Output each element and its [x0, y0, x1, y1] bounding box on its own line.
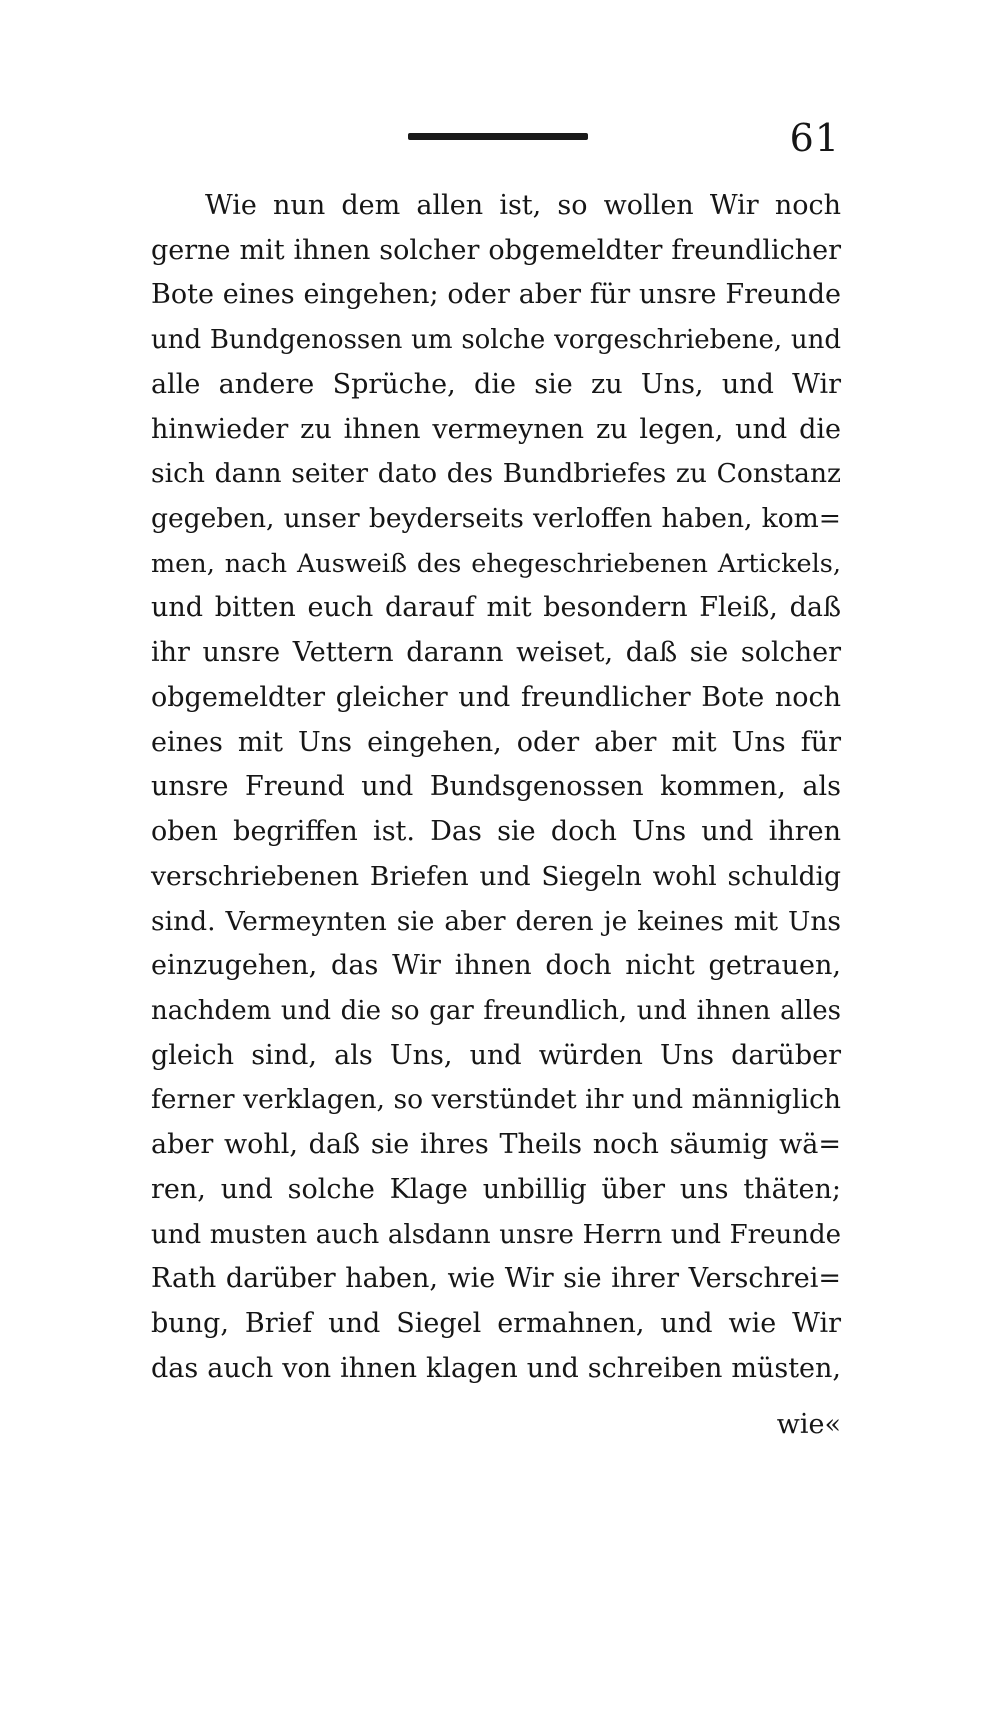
text-line: sich dann seiter dato des Bundbriefes zu Constanz — [151, 458, 841, 490]
text-line: das auch von ihnen klagen und schreiben müsten, — [151, 1352, 841, 1384]
text-line: obgemeldter gleicher und freundlicher Bote noch — [151, 681, 841, 713]
text-line: men, nach Ausweiß des ehegeschriebenen Artickels, — [151, 548, 841, 579]
text-line: nachdem und die so gar freundlich, und ihnen alles — [151, 995, 841, 1026]
body-text — [151, 184, 841, 1391]
text-line: gleich sind, als Uns, und würden Uns darüber — [151, 1039, 841, 1071]
text-line: hinwieder zu ihnen vermeynen zu legen, und die — [151, 413, 841, 445]
text-line: alle andere Sprüche, die sie zu Uns, und Wir — [151, 368, 841, 400]
text-line: einzugehen, das Wir ihnen doch nicht getrauen, — [151, 950, 841, 982]
catchword: wie« — [776, 1409, 841, 1440]
text-line: Bote eines eingehen; oder aber für unsre Freunde — [151, 279, 841, 311]
page-number: 61 — [789, 116, 840, 160]
text-line: gerne mit ihnen solcher obgemeldter freundlicher — [151, 234, 841, 266]
text-line: verschriebenen Briefen und Siegeln wohl schuldig — [151, 860, 841, 892]
text-line: oben begriffen ist. Das sie doch Uns und ihren — [151, 816, 841, 848]
text-line: und musten auch alsdann unsre Herrn und Freunde — [151, 1219, 841, 1250]
text-line: bung, Brief und Siegel ermahnen, und wie Wir — [151, 1307, 841, 1339]
text-line: gegeben, unser beyderseits verloffen haben, kom= — [151, 503, 841, 535]
text-line: aber wohl, daß sie ihres Theils noch säumig wä= — [151, 1129, 841, 1161]
text-line: ferner verklagen, so verstündet ihr und männiglich — [151, 1084, 841, 1116]
text-line: Rath darüber haben, wie Wir sie ihrer Verschrei= — [151, 1263, 841, 1295]
text-line: ihr unsre Vettern darann weiset, daß sie solcher — [151, 637, 841, 669]
text-line: sind. Vermeynten sie aber deren je keines mit Uns — [151, 905, 841, 937]
text-line: unsre Freund und Bundsgenossen kommen, als — [151, 771, 841, 803]
text-line: ren, und solche Klage unbillig über uns thäten; — [151, 1173, 841, 1205]
text-line: Wie nun dem allen ist, so wollen Wir noch — [205, 190, 841, 221]
text-line: und Bundgenossen um solche vorgeschriebene, und — [151, 325, 841, 356]
text-line: und bitten euch darauf mit besondern Fleiß, daß — [151, 592, 841, 624]
text-line: eines mit Uns eingehen, oder aber mit Uns für — [151, 726, 841, 758]
header-rule — [408, 133, 588, 140]
